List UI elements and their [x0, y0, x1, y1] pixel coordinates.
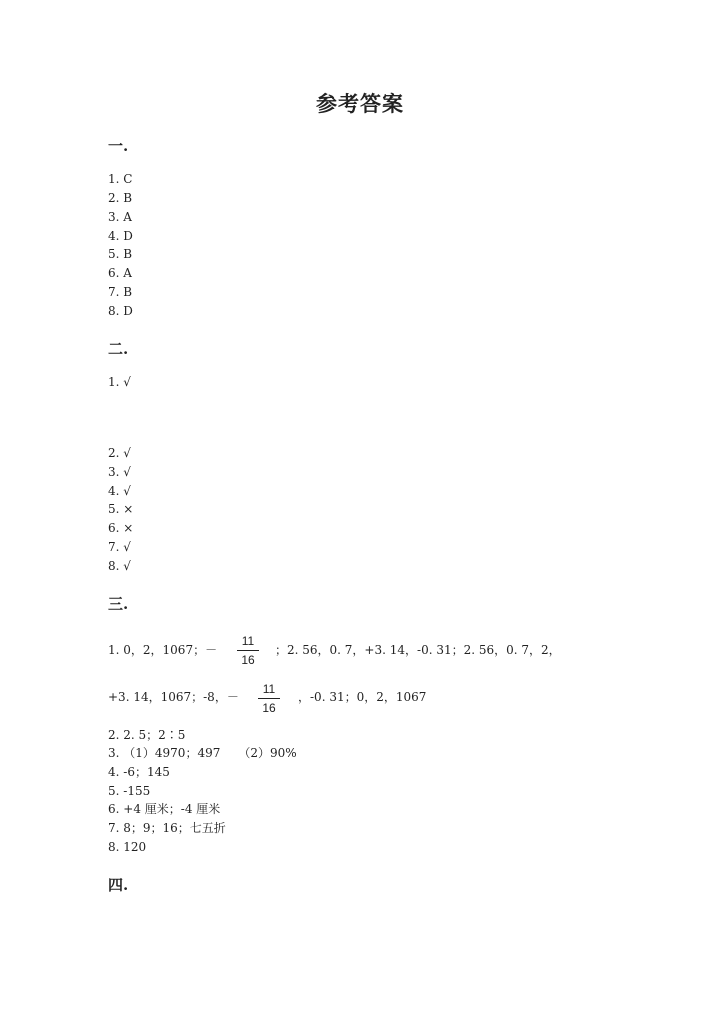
answer-2-4: 4. √: [108, 484, 131, 498]
answer-3-3: 3. （1）4970；497 （2）90%: [108, 746, 297, 760]
section-heading-4: 四.: [108, 876, 129, 894]
answer-2-8: 8. √: [108, 559, 131, 573]
answer-3-1-part-b: ；2. 56，0. 7，+3. 14，-0. 31；2. 56，0. 7，2，: [275, 643, 561, 657]
answer-3-1-part-d: ，-0. 31；0，2，1067: [298, 690, 427, 704]
answer-1-4: 4. D: [108, 229, 133, 243]
fraction-numerator: 11: [262, 682, 276, 696]
answer-1-6: 6. A: [108, 266, 132, 280]
fraction-bar: [237, 650, 259, 651]
answer-3-5: 5. -155: [108, 784, 151, 798]
fraction-numerator: 11: [241, 634, 255, 648]
answer-2-1: 1. √: [108, 375, 131, 389]
answer-1-5: 5. B: [108, 247, 133, 261]
answer-3-7: 7. 8；9；16；七五折: [108, 821, 226, 835]
answer-2-5: 5. ×: [108, 502, 134, 516]
answer-1-2: 2. B: [108, 191, 133, 205]
answer-3-1-part-c: +3. 14，1067；-8，－: [108, 690, 239, 704]
section-heading-2: 二.: [108, 340, 129, 358]
answer-2-6: 6. ×: [108, 521, 134, 535]
answer-3-1-part-a: 1. 0，2，1067；－: [108, 643, 218, 657]
fraction-denominator: 16: [241, 653, 255, 667]
answer-3-2: 2. 2. 5；2∶5: [108, 728, 186, 742]
answer-2-2: 2. √: [108, 446, 131, 460]
answer-3-4: 4. -6；145: [108, 765, 170, 779]
answer-2-7: 7. √: [108, 540, 131, 554]
fraction-denominator: 16: [262, 701, 276, 715]
answer-2-3: 3. √: [108, 465, 131, 479]
answer-3-8: 8. 120: [108, 840, 147, 854]
answer-1-7: 7. B: [108, 285, 133, 299]
fraction-11-16-b: [258, 682, 280, 715]
answer-1-3: 3. A: [108, 210, 132, 224]
page-title: 参考答案: [316, 91, 404, 116]
fraction-11-16-a: [237, 634, 259, 667]
fraction-bar: [258, 698, 280, 699]
answer-3-6: 6. +4 厘米；-4 厘米: [108, 802, 221, 816]
section-heading-3: 三.: [108, 595, 129, 613]
section-heading-1: 一.: [108, 137, 129, 155]
answer-1-1: 1. C: [108, 172, 133, 186]
answer-1-8: 8. D: [108, 304, 133, 318]
